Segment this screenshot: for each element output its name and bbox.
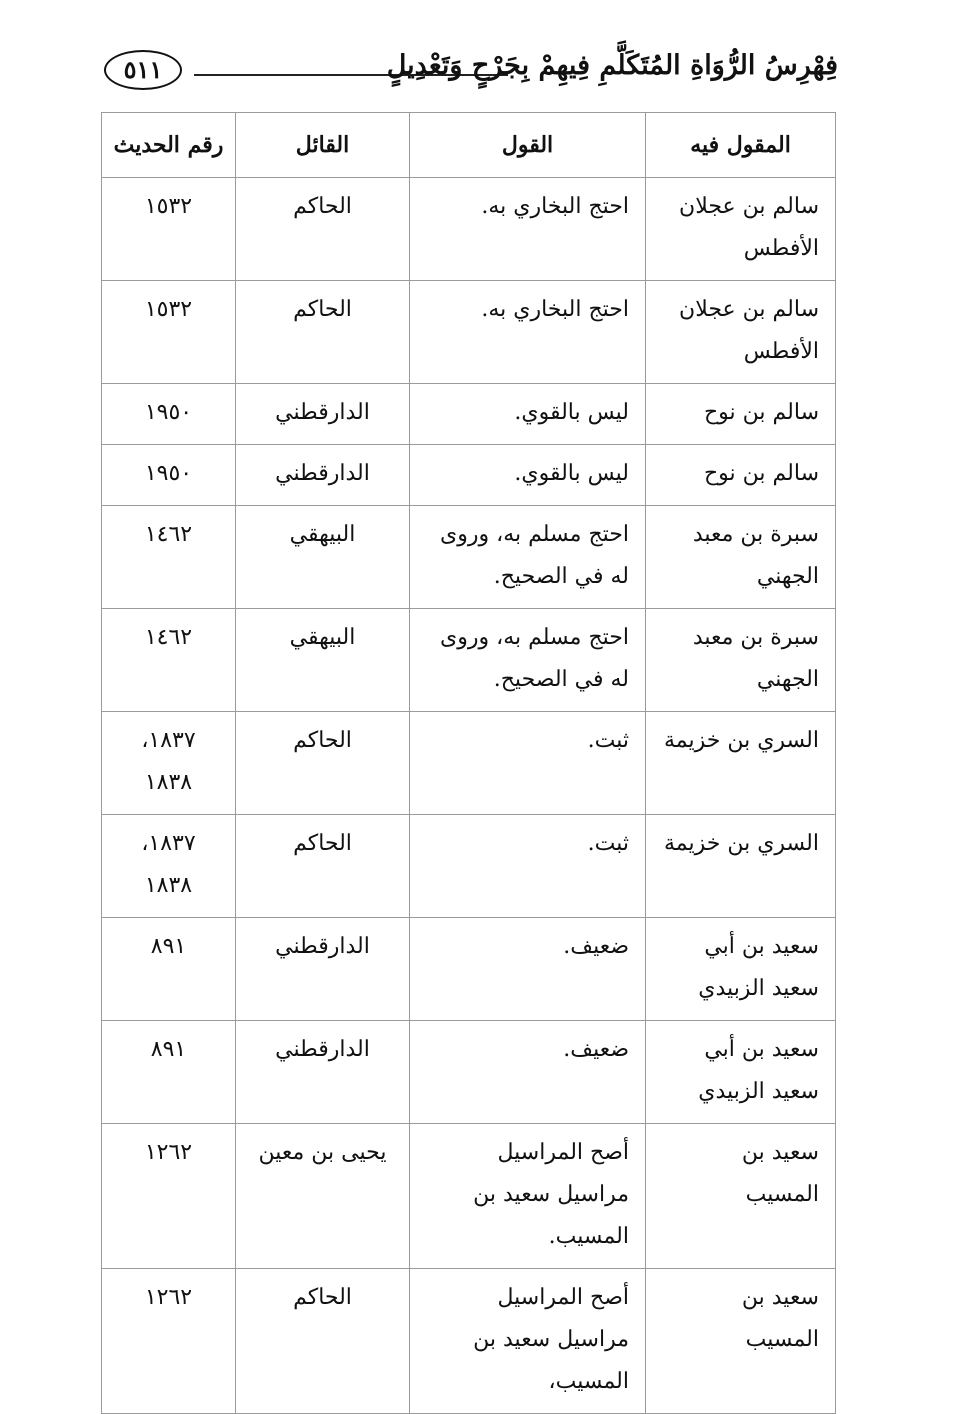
cell-sayer: يحيى بن معين	[236, 1124, 410, 1269]
cell-sayer: الحاكم	[236, 815, 410, 918]
table-row	[102, 918, 836, 1021]
cell-subject: سعيد بن أبي سعيد الزبيدي	[646, 918, 836, 1021]
column-header-hadith-number: رقم الحديث	[102, 113, 236, 178]
cell-sayer: الدارقطني	[236, 1021, 410, 1124]
cell-hadith-number: ١٢٦٢	[102, 1124, 236, 1269]
table-row	[102, 1124, 836, 1269]
cell-hadith-number: ١٤٦٢	[102, 506, 236, 609]
cell-saying: ليس بالقوي.	[410, 445, 646, 506]
cell-hadith-number: ١٨٣٧، ١٨٣٨	[102, 815, 236, 918]
table-row	[102, 815, 836, 918]
table-row	[102, 281, 836, 384]
cell-sayer: البيهقي	[236, 506, 410, 609]
cell-sayer: الدارقطني	[236, 445, 410, 506]
table-row	[102, 1021, 836, 1124]
cell-sayer: الحاكم	[236, 712, 410, 815]
cell-sayer: البيهقي	[236, 609, 410, 712]
cell-subject: السري بن خزيمة	[646, 712, 836, 815]
cell-subject: سبرة بن معبد الجهني	[646, 506, 836, 609]
column-header-saying: القول	[410, 113, 646, 178]
cell-sayer: الدارقطني	[236, 918, 410, 1021]
table-row	[102, 712, 836, 815]
cell-hadith-number: ١٨٣٧، ١٨٣٨	[102, 712, 236, 815]
cell-hadith-number: ١٩٥٠	[102, 445, 236, 506]
table-row	[102, 609, 836, 712]
cell-saying: ثبت.	[410, 815, 646, 918]
cell-saying: احتج البخاري به.	[410, 281, 646, 384]
cell-subject: سبرة بن معبد الجهني	[646, 609, 836, 712]
table-row	[102, 384, 836, 445]
cell-sayer: الحاكم	[236, 178, 410, 281]
cell-subject: سالم بن عجلان الأفطس	[646, 178, 836, 281]
cell-hadith-number: ١٩٥٠	[102, 384, 236, 445]
cell-saying: أصح المراسيل مراسيل سعيد بن المسيب،	[410, 1269, 646, 1414]
table-row	[102, 506, 836, 609]
narrators-index-table	[101, 112, 836, 1414]
cell-sayer: الحاكم	[236, 281, 410, 384]
cell-saying: ضعيف.	[410, 918, 646, 1021]
cell-saying: احتج مسلم به، وروى له في الصحيح.	[410, 506, 646, 609]
cell-saying: احتج مسلم به، وروى له في الصحيح.	[410, 609, 646, 712]
cell-subject: سعيد بن المسيب	[646, 1269, 836, 1414]
cell-saying: ليس بالقوي.	[410, 384, 646, 445]
cell-hadith-number: ١٥٣٢	[102, 178, 236, 281]
page-number: ٥١١	[104, 50, 182, 90]
table-row	[102, 178, 836, 281]
cell-subject: سالم بن عجلان الأفطس	[646, 281, 836, 384]
cell-sayer: الدارقطني	[236, 384, 410, 445]
cell-hadith-number: ١٥٣٢	[102, 281, 236, 384]
cell-subject: سالم بن نوح	[646, 445, 836, 506]
cell-subject: سعيد بن المسيب	[646, 1124, 836, 1269]
column-header-sayer: القائل	[236, 113, 410, 178]
cell-subject: السري بن خزيمة	[646, 815, 836, 918]
cell-subject: سعيد بن أبي سعيد الزبيدي	[646, 1021, 836, 1124]
cell-hadith-number: ١٢٦٢	[102, 1269, 236, 1414]
page-header	[100, 44, 838, 100]
running-title: فِهْرِسُ الرُّوَاةِ المُتَكَلَّمِ فِيهِمْ بِجَرْحٍ وَتَعْدِيلٍ	[386, 50, 838, 81]
cell-hadith-number: ٨٩١	[102, 1021, 236, 1124]
narrators-index-table-wrap	[101, 112, 835, 1414]
table-row	[102, 445, 836, 506]
table-header-row	[102, 113, 836, 178]
cell-subject: سالم بن نوح	[646, 384, 836, 445]
cell-sayer: الحاكم	[236, 1269, 410, 1414]
cell-saying: احتج البخاري به.	[410, 178, 646, 281]
cell-hadith-number: ١٤٦٢	[102, 609, 236, 712]
cell-hadith-number: ٨٩١	[102, 918, 236, 1021]
column-header-subject: المقول فيه	[646, 113, 836, 178]
cell-saying: أصح المراسيل مراسيل سعيد بن المسيب.	[410, 1124, 646, 1269]
cell-saying: ثبت.	[410, 712, 646, 815]
table-row	[102, 1269, 836, 1414]
cell-saying: ضعيف.	[410, 1021, 646, 1124]
